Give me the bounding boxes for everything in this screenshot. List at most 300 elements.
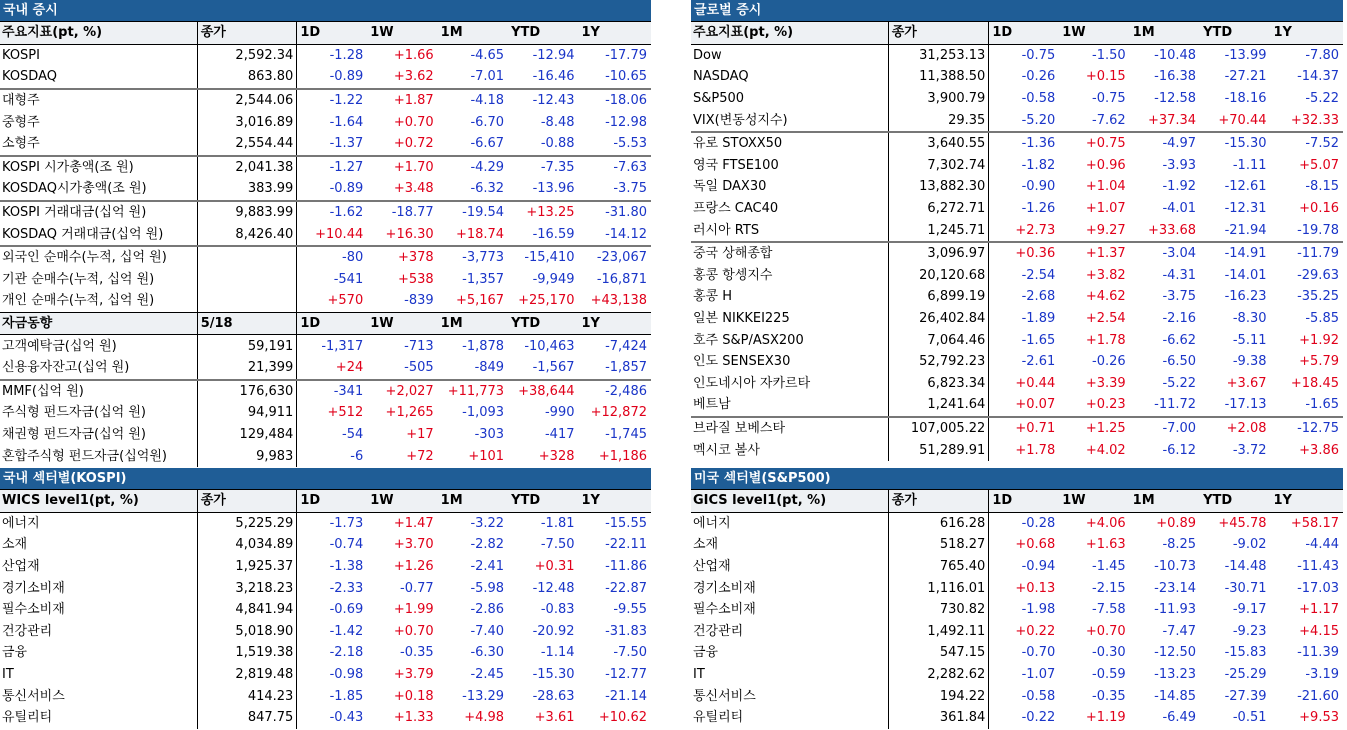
change-value: -10.73 [1154, 559, 1197, 575]
column-header: 1Y [579, 490, 652, 513]
change-value: +4.62 [1085, 289, 1126, 305]
change-value: +4.98 [464, 710, 505, 726]
change-value: -9.38 [1232, 354, 1267, 370]
change-value: -0.94 [1021, 559, 1056, 575]
change-value: +0.89 [1156, 515, 1197, 531]
change-value: -15.83 [1224, 645, 1267, 661]
data-table [0, 21, 651, 467]
change-value: -18.16 [1224, 91, 1267, 107]
change-value: -14.48 [1224, 559, 1267, 575]
change-value: -6.70 [470, 114, 505, 130]
change-value: -0.58 [1021, 688, 1056, 704]
close-value: 3,016.89 [197, 111, 297, 133]
change-value: -10.48 [1154, 47, 1197, 63]
close-value: 2,544.06 [197, 89, 297, 112]
row-label: 신용융자잔고(십억 원) [0, 357, 197, 380]
row-label: 금융 [691, 642, 888, 664]
change-value: +0.96 [1085, 157, 1126, 173]
domestic-sector-panel [0, 468, 651, 729]
change-value: -1,357 [462, 271, 505, 287]
row-label: 산업재 [0, 556, 197, 578]
change-value: -0.26 [1092, 354, 1126, 370]
change-value: -8.15 [1305, 179, 1339, 195]
change-value: -1.22 [297, 89, 367, 112]
change-value: +58.17 [1290, 515, 1339, 531]
change-value: -16.46 [532, 69, 575, 85]
change-value: -17.13 [1224, 397, 1267, 413]
column-header: 1M [438, 312, 508, 335]
change-value: -0.70 [1021, 645, 1056, 661]
change-value: +5,167 [455, 293, 505, 309]
change-value: +0.70 [393, 623, 434, 639]
change-value: -3.75 [1162, 289, 1197, 305]
change-value: +538 [397, 271, 434, 287]
change-value: -16.38 [1154, 69, 1197, 85]
change-value: -1,093 [462, 405, 505, 421]
change-value: -10.65 [605, 69, 647, 85]
change-value: +24 [335, 360, 364, 376]
change-value: -1.27 [297, 156, 367, 179]
change-value: +5.07 [1299, 157, 1339, 173]
column-header: 종가 [888, 22, 989, 45]
table-row [0, 246, 651, 269]
change-value: +0.23 [1085, 397, 1126, 413]
row-label: 프랑스 CAC40 [691, 198, 888, 220]
change-value: -9,949 [532, 271, 575, 287]
row-label: 소재 [0, 534, 197, 556]
close-value: 847.75 [197, 707, 297, 729]
table-header-row [0, 312, 651, 335]
close-value: 129,484 [197, 424, 297, 446]
close-value: 2,592.34 [197, 44, 297, 66]
change-value: -2.86 [470, 602, 505, 618]
table-row [691, 109, 1343, 132]
change-value: +3.70 [393, 537, 434, 553]
change-value: -1.65 [1305, 397, 1339, 413]
change-value: +1.25 [1059, 417, 1129, 440]
data-table [691, 489, 1343, 729]
change-value: -2.68 [1021, 289, 1056, 305]
table-row [691, 642, 1343, 664]
change-value: +0.15 [1085, 69, 1126, 85]
change-value: +1.63 [1085, 537, 1126, 553]
column-header: 종가 [888, 490, 989, 513]
change-value: -849 [474, 360, 505, 376]
change-value: -1,878 [462, 338, 505, 354]
change-value: -1.37 [329, 136, 364, 152]
change-value: -11.39 [1297, 645, 1339, 661]
row-label: VIX(변동성지수) [691, 109, 888, 132]
table-row [0, 156, 651, 179]
table-row [0, 556, 651, 578]
table-row [0, 445, 651, 467]
row-label: 호주 S&P/ASX200 [691, 329, 888, 351]
change-value: -0.35 [400, 645, 434, 661]
change-value: -17.79 [605, 47, 647, 63]
change-value: -23,067 [579, 246, 652, 269]
change-value: -541 [333, 271, 364, 287]
change-value: +3.79 [393, 667, 434, 683]
row-label: 인도네시아 자카르타 [691, 373, 888, 395]
close-value: 361.84 [888, 707, 989, 729]
change-value: -25.29 [1224, 667, 1267, 683]
change-value: +1,265 [385, 405, 434, 421]
change-value: +4.15 [1299, 623, 1339, 639]
change-value: -1.98 [1021, 602, 1056, 618]
change-value: -19.54 [438, 201, 508, 224]
column-header: 1W [367, 312, 437, 335]
change-value: -341 [297, 380, 367, 403]
change-value: +0.71 [989, 417, 1059, 440]
change-value: +1,186 [598, 448, 647, 464]
change-value: -2.15 [1092, 580, 1126, 596]
change-value: -1.64 [329, 114, 364, 130]
change-value: -417 [544, 426, 575, 442]
row-label: KOSPI [0, 44, 197, 66]
change-value: -7.63 [579, 156, 652, 179]
change-value: -6.30 [470, 645, 505, 661]
change-value: +1.78 [1085, 332, 1126, 348]
change-value: -21.94 [1224, 222, 1267, 238]
change-value: -0.90 [1021, 179, 1056, 195]
change-value: -15,410 [508, 246, 578, 269]
column-header: 5/18 [197, 312, 297, 335]
row-label: 필수소비재 [0, 599, 197, 621]
change-value: +570 [327, 293, 364, 309]
change-value: +72 [406, 448, 434, 464]
table-row [0, 111, 651, 133]
change-value: -1.82 [1021, 157, 1056, 173]
table-row [691, 417, 1343, 440]
change-value: -6.50 [1162, 354, 1197, 370]
table-row [691, 265, 1343, 287]
change-value: +16.30 [385, 226, 434, 242]
change-value: -0.22 [1021, 710, 1056, 726]
close-value: 7,302.74 [888, 155, 989, 177]
row-label: KOSDAQ 거래대금(십억 원) [0, 223, 197, 246]
column-header: 1W [367, 22, 437, 45]
close-value: 383.99 [197, 178, 297, 201]
change-value: +3.82 [1085, 267, 1126, 283]
table-row [691, 286, 1343, 308]
change-value: -13.23 [1154, 667, 1197, 683]
row-label: 유틸리티 [0, 707, 197, 729]
change-value: -22.11 [605, 537, 647, 553]
global-market-panel [691, 0, 1343, 461]
row-label: 필수소비재 [691, 599, 888, 621]
change-value: -6 [350, 448, 364, 464]
change-value: +38,644 [508, 380, 578, 403]
change-value: -2.16 [1162, 311, 1197, 327]
row-label: 개인 순매수(누적, 십억 원) [0, 290, 197, 312]
close-value: 94,911 [197, 402, 297, 424]
change-value: -1.89 [1021, 311, 1056, 327]
change-value: -0.35 [1092, 688, 1126, 704]
change-value: -7.00 [1130, 417, 1200, 440]
change-value: +378 [367, 246, 437, 269]
close-value: 4,034.89 [197, 534, 297, 556]
table-row [0, 201, 651, 224]
table-row [0, 534, 651, 556]
change-value: -19.78 [1297, 222, 1339, 238]
column-header: 1W [1059, 22, 1129, 45]
change-value: -12.50 [1154, 645, 1197, 661]
row-label: 일본 NIKKEI225 [691, 308, 888, 330]
change-value: -12.43 [508, 89, 578, 112]
close-value: 616.28 [888, 512, 989, 534]
table-row [691, 534, 1343, 556]
row-label: 통신서비스 [0, 685, 197, 707]
change-value: -23.14 [1154, 580, 1197, 596]
table-row [0, 89, 651, 112]
change-value: -5.98 [470, 580, 505, 596]
close-value: 5,018.90 [197, 621, 297, 643]
table-row [0, 685, 651, 707]
column-header: YTD [508, 312, 578, 335]
change-value: -28.63 [532, 688, 575, 704]
table-row [691, 176, 1343, 198]
panel-title: 국내 증시 [0, 0, 651, 21]
row-label: KOSPI 거래대금(십억 원) [0, 201, 197, 224]
change-value: -1.85 [329, 688, 364, 704]
column-header: 1M [438, 22, 508, 45]
column-header: 1D [989, 22, 1059, 45]
change-value: -14.91 [1200, 242, 1270, 265]
change-value: -12.77 [605, 667, 647, 683]
change-value: -12.61 [1224, 179, 1267, 195]
change-value: -15.55 [605, 515, 647, 531]
table-header-row [0, 490, 651, 513]
change-value: -1,567 [532, 360, 575, 376]
change-value: +1.17 [1299, 602, 1339, 618]
column-header: 1Y [1271, 22, 1344, 45]
column-header: 1D [297, 22, 367, 45]
change-value: +2.73 [1015, 222, 1056, 238]
column-header: 1D [989, 490, 1059, 513]
change-value: -1,745 [605, 426, 647, 442]
change-value: -14.12 [605, 226, 647, 242]
close-value: 1,116.01 [888, 577, 989, 599]
change-value: -4.65 [470, 47, 505, 63]
column-header: YTD [508, 490, 578, 513]
table-row [691, 351, 1343, 373]
row-label: 홍콩 항셍지수 [691, 265, 888, 287]
change-value: -0.26 [1021, 69, 1056, 85]
change-value: +1.37 [1059, 242, 1129, 265]
change-value: -3.22 [470, 515, 505, 531]
close-value: 2,041.38 [197, 156, 297, 179]
change-value: -35.25 [1297, 289, 1339, 305]
close-value: 21,399 [197, 357, 297, 380]
change-value: +1.99 [393, 602, 434, 618]
change-value: -20.92 [532, 623, 575, 639]
change-value: -18.77 [367, 201, 437, 224]
change-value: +1.19 [1085, 710, 1126, 726]
change-value: -3.04 [1130, 242, 1200, 265]
change-value: -29.63 [1297, 267, 1339, 283]
row-label: 채권형 펀드자금(십억 원) [0, 424, 197, 446]
table-row [691, 556, 1343, 578]
close-value: 26,402.84 [888, 308, 989, 330]
row-label: 독일 DAX30 [691, 176, 888, 198]
change-value: +0.31 [534, 559, 575, 575]
change-value: -7.62 [1092, 112, 1126, 128]
row-label: 경기소비재 [0, 577, 197, 599]
change-value: -9.55 [613, 602, 647, 618]
change-value: +3.48 [393, 181, 434, 197]
change-value: -27.39 [1224, 688, 1267, 704]
change-value: -11.79 [1271, 242, 1344, 265]
table-row [691, 621, 1343, 643]
column-header: 1D [297, 312, 367, 335]
change-value: -6.67 [470, 136, 505, 152]
change-value: -9.23 [1232, 623, 1267, 639]
change-value: -1,857 [605, 360, 647, 376]
row-label: IT [0, 664, 197, 686]
row-label: 중형주 [0, 111, 197, 133]
change-value: -1.26 [1021, 201, 1056, 217]
change-value: -1.62 [297, 201, 367, 224]
change-value: -990 [544, 405, 575, 421]
change-value: +10.62 [598, 710, 647, 726]
data-table [691, 21, 1343, 461]
change-value: -0.98 [329, 667, 364, 683]
change-value: +1.66 [393, 47, 434, 63]
change-value: -0.58 [1021, 91, 1056, 107]
change-value: -1.65 [1021, 332, 1056, 348]
column-header: 1M [1130, 22, 1200, 45]
close-value: 2,819.48 [197, 664, 297, 686]
row-label: 대형주 [0, 89, 197, 112]
change-value: -3.75 [613, 181, 647, 197]
close-value: 29.35 [888, 109, 989, 132]
table-row [0, 290, 651, 312]
change-value: -12.98 [605, 114, 647, 130]
change-value: -5.20 [1021, 112, 1056, 128]
table-row [0, 133, 651, 156]
change-value: +3.39 [1085, 375, 1126, 391]
change-value: -1.73 [329, 515, 364, 531]
change-value: -2.33 [329, 580, 364, 596]
change-value: +0.70 [1085, 623, 1126, 639]
change-value: -2.41 [470, 559, 505, 575]
change-value: -303 [474, 426, 505, 442]
change-value: -13.96 [532, 181, 575, 197]
change-value: +13.25 [508, 201, 578, 224]
row-label: 에너지 [691, 512, 888, 534]
change-value: -1.38 [329, 559, 364, 575]
close-value: 547.15 [888, 642, 989, 664]
change-value: -16.23 [1224, 289, 1267, 305]
change-value: -31.80 [579, 201, 652, 224]
table-row [0, 707, 651, 729]
change-value: +1.78 [1015, 442, 1056, 458]
change-value: -1,317 [321, 338, 364, 354]
table-row [0, 642, 651, 664]
table-row [691, 66, 1343, 88]
change-value: -0.28 [1021, 515, 1056, 531]
change-value: -14.85 [1154, 688, 1197, 704]
change-value: -9.02 [1232, 537, 1267, 553]
change-value: -3.19 [1305, 667, 1339, 683]
change-value: -0.83 [540, 602, 575, 618]
change-value: -31.83 [605, 623, 647, 639]
change-value: -2.54 [1021, 267, 1056, 283]
row-label: 유로 STOXX50 [691, 132, 888, 155]
change-value: +0.22 [1015, 623, 1056, 639]
table-row [0, 44, 651, 66]
change-value: -12.94 [532, 47, 575, 63]
change-value: +2.54 [1085, 311, 1126, 327]
table-row [691, 707, 1343, 729]
close-value: 518.27 [888, 534, 989, 556]
column-header: 1M [1130, 490, 1200, 513]
table-header-row [0, 22, 651, 45]
table-row [691, 664, 1343, 686]
close-value: 1,519.38 [197, 642, 297, 664]
change-value: -30.71 [1224, 580, 1267, 596]
change-value: -17.03 [1297, 580, 1339, 596]
close-value: 20,120.68 [888, 265, 989, 287]
table-row [0, 577, 651, 599]
change-value: -6.49 [1162, 710, 1197, 726]
change-value: +10.44 [315, 226, 364, 242]
column-header: 주요지표(pt, %) [691, 22, 888, 45]
change-value: -22.87 [605, 580, 647, 596]
row-label: 베트남 [691, 394, 888, 417]
change-value: -80 [297, 246, 367, 269]
change-value: +11,773 [438, 380, 508, 403]
change-value: -18.06 [579, 89, 652, 112]
change-value: +3.61 [534, 710, 575, 726]
change-value: +0.70 [393, 114, 434, 130]
change-value: -1.07 [1021, 667, 1056, 683]
change-value: -1.11 [1232, 157, 1267, 173]
change-value: +1.92 [1299, 332, 1339, 348]
change-value: +18.74 [455, 226, 505, 242]
change-value: -4.29 [438, 156, 508, 179]
change-value: +0.13 [1015, 580, 1056, 596]
change-value: -7,424 [605, 338, 647, 354]
row-label: 영국 FTSE100 [691, 155, 888, 177]
close-value: 7,064.46 [888, 329, 989, 351]
change-value: +2,027 [367, 380, 437, 403]
column-header: WICS level1(pt, %) [0, 490, 197, 513]
close-value: 194.22 [888, 685, 989, 707]
row-label: 멕시코 볼사 [691, 439, 888, 461]
column-header: YTD [1200, 490, 1270, 513]
domestic-market-panel [0, 0, 651, 467]
change-value: -3.72 [1232, 442, 1267, 458]
change-value: +25,170 [518, 293, 575, 309]
change-value: -15.30 [1200, 132, 1270, 155]
change-value: -2.18 [329, 645, 364, 661]
table-row [691, 242, 1343, 265]
row-label: 홍콩 H [691, 286, 888, 308]
change-value: -13.99 [1224, 47, 1267, 63]
column-header: 1Y [579, 312, 652, 335]
change-value: -7.40 [470, 623, 505, 639]
change-value: +4.06 [1085, 515, 1126, 531]
close-value: 11,388.50 [888, 66, 989, 88]
change-value: -3.93 [1162, 157, 1197, 173]
row-label: 유틸리티 [691, 707, 888, 729]
close-value: 51,289.91 [888, 439, 989, 461]
row-label: 외국인 순매수(누적, 십억 원) [0, 246, 197, 269]
row-label: 인도 SENSEX30 [691, 351, 888, 373]
change-value: +9.27 [1085, 222, 1126, 238]
row-label: 주식형 펀드자금(십억 원) [0, 402, 197, 424]
